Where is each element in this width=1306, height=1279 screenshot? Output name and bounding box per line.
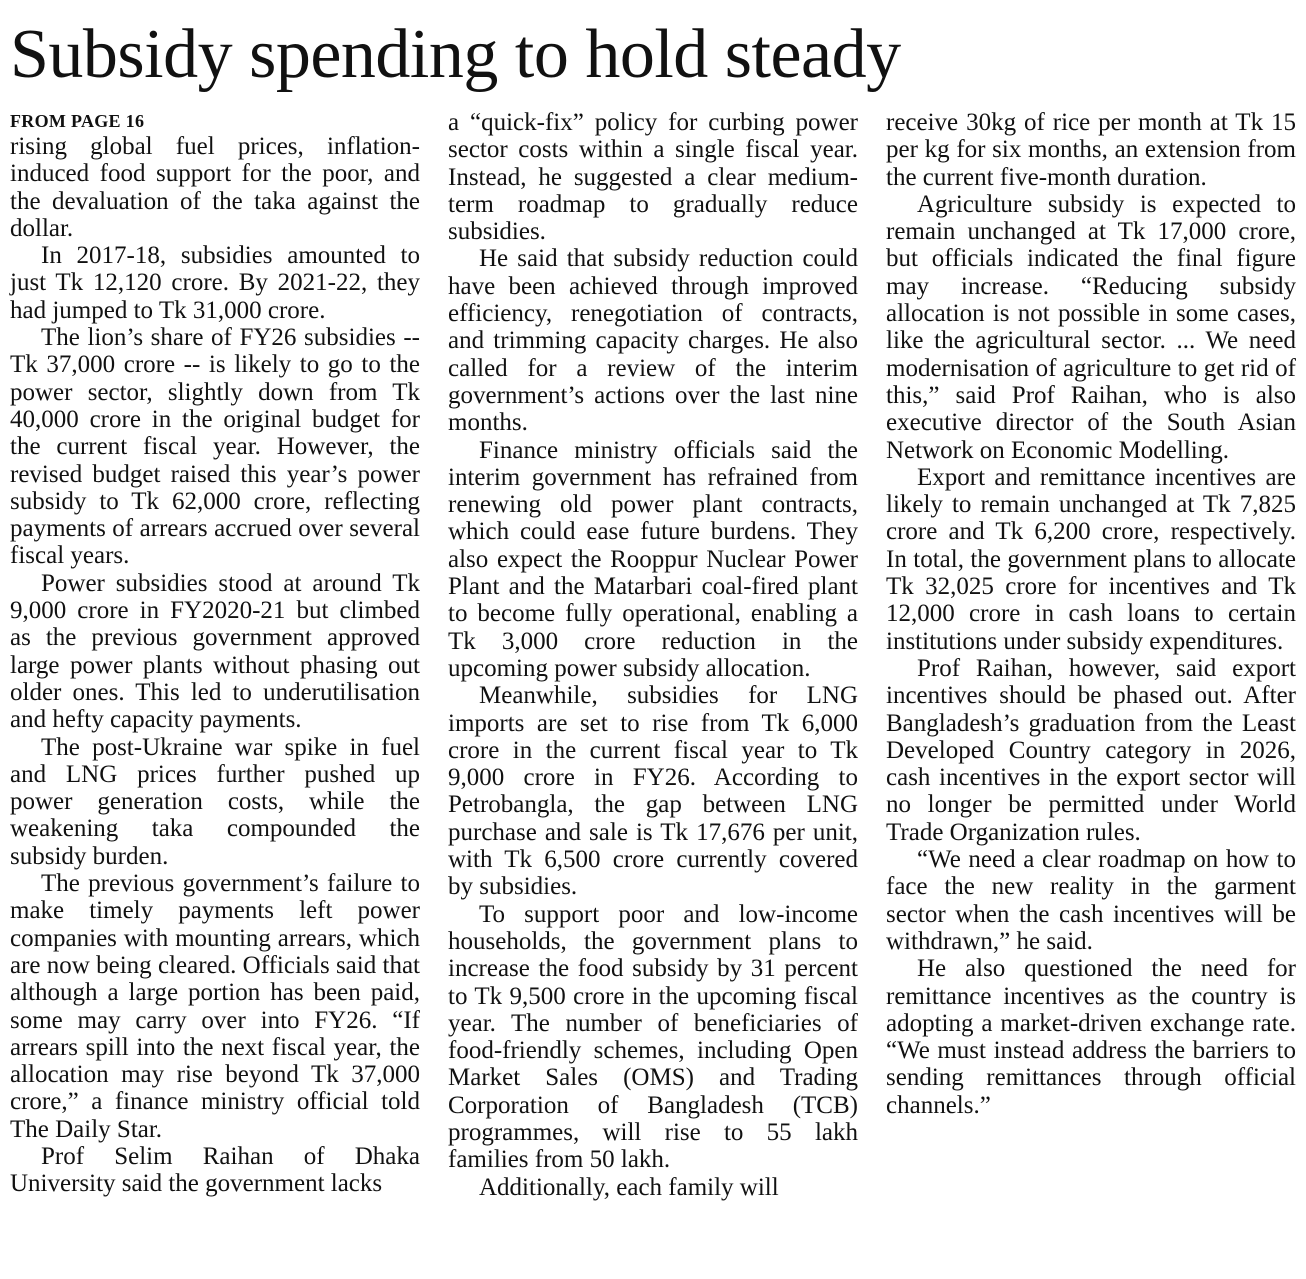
paragraph: receive 30kg of rice per month at Tk 15 per kg for six months, an extension from the current five-month duration.	[886, 109, 1296, 191]
paragraph: To support poor and low-income households, the government plans to increase the food subsidy by 31 percent to Tk 9,500 crore in the upcoming fiscal year. The number of beneficiaries of food-friendly schemes, including Open Market Sales (OMS) and Trading Corporation of Bangladesh (TCB) programmes, will rise to 55 lakh families from 50 lakh.	[448, 900, 858, 1174]
article-column-1	[10, 109, 420, 1198]
paragraph: Power subsidies stood at around Tk 9,000 crore in FY2020-21 but climbed as the previous government approved large power plants without phasing out older ones. This led to underutilisation and hefty capacity payments.	[10, 569, 420, 734]
jumpline: FROM PAGE 16	[10, 111, 145, 131]
headline: Subsidy spending to hold steady	[10, 16, 901, 93]
paragraph: The previous government’s failure to make timely payments left power companies with mounting arrears, which are now being cleared. Officials said that although a large portion has been paid, some may carry over into FY26. “If arrears spill into the next fiscal year, the allocation may rise beyond Tk 37,000 crore,” a finance ministry official told The Daily Star.	[10, 870, 420, 1143]
paragraph: Additionally, each family will	[479, 1173, 779, 1201]
paragraph: He also questioned the need for remittance incentives as the country is adopting a market-driven exchange rate. “We must instead address the barriers to sending remittances through official channels.”	[886, 955, 1296, 1119]
paragraph: rising global fuel prices, inflation-induced food support for the poor, and the devaluation of the taka against the dollar.	[10, 133, 420, 242]
paragraph: Prof Raihan, however, said export incentives should be phased out. After Bangladesh’s graduation from the Least Developed Country category in 2026, cash incentives in the export sector will no longer be permitted under World Trade Organization rules.	[886, 654, 1296, 846]
paragraph: In 2017-18, subsidies amounted to just Tk 12,120 crore. By 2021-22, they had jumped to Tk 31,000 crore.	[10, 242, 420, 324]
paragraph: Agriculture subsidy is expected to remain unchanged at Tk 17,000 crore, but officials indicated the final figure may increase. “Reducing subsidy allocation is not possible in some cases, like the agricultural sector. ... We need modernisation of agriculture to get rid of this,” said Prof Raihan, who is also executive director of the South Asian Network on Economic Modelling.	[886, 190, 1296, 464]
paragraph: Meanwhile, subsidies for LNG imports are set to rise from Tk 6,000 crore in the current fiscal year to Tk 9,000 crore in FY26. According to Petrobangla, the gap between LNG purchase and sale is Tk 17,676 per unit, with Tk 6,500 crore currently covered by subsidies.	[448, 682, 858, 901]
paragraph: Prof Selim Raihan of Dhaka University said the government lacks	[10, 1142, 420, 1198]
article-column-3	[886, 109, 1296, 1119]
paragraph: a “quick-fix” policy for curbing power sector costs within a single fiscal year. Instead, he suggested a clear medium-term roadmap to gradually reduce subsidies.	[448, 109, 858, 246]
paragraph: The lion’s share of FY26 subsidies -- Tk 37,000 crore -- is likely to go to the power sector, slightly down from Tk 40,000 crore in the original budget for the current fiscal year. However, the revised budget raised this year’s power subsidy to Tk 62,000 crore, reflecting payments of arrears accrued over several fiscal years.	[10, 324, 420, 570]
paragraph: Finance ministry officials said the interim government has refrained from renewing old power plant contracts, which could ease future burdens. They also expect the Rooppur Nuclear Power Plant and the Matarbari coal-fired plant to become fully operational, enabling a Tk 3,000 crore reduction in the upcoming power subsidy allocation.	[448, 436, 858, 682]
paragraph: “We need a clear roadmap on how to face the new reality in the garment sector when the cash incentives will be withdrawn,” he said.	[886, 846, 1296, 955]
paragraph: Export and remittance incentives are likely to remain unchanged at Tk 7,825 crore and Tk 6,200 crore, respectively. In total, the government plans to allocate Tk 32,025 crore for incentives and Tk 12,000 crore in cash loans to certain institutions under subsidy expenditures.	[886, 463, 1296, 655]
paragraph: The post-Ukraine war spike in fuel and LNG prices further pushed up power generation costs, while the weakening taka compounded the subsidy burden.	[10, 733, 420, 870]
article-column-2	[448, 109, 858, 1201]
paragraph: He said that subsidy reduction could have been achieved through improved efficiency, renegotiation of contracts, and trimming capacity charges. He also called for a review of the interim government’s actions over the last nine months.	[448, 245, 858, 437]
